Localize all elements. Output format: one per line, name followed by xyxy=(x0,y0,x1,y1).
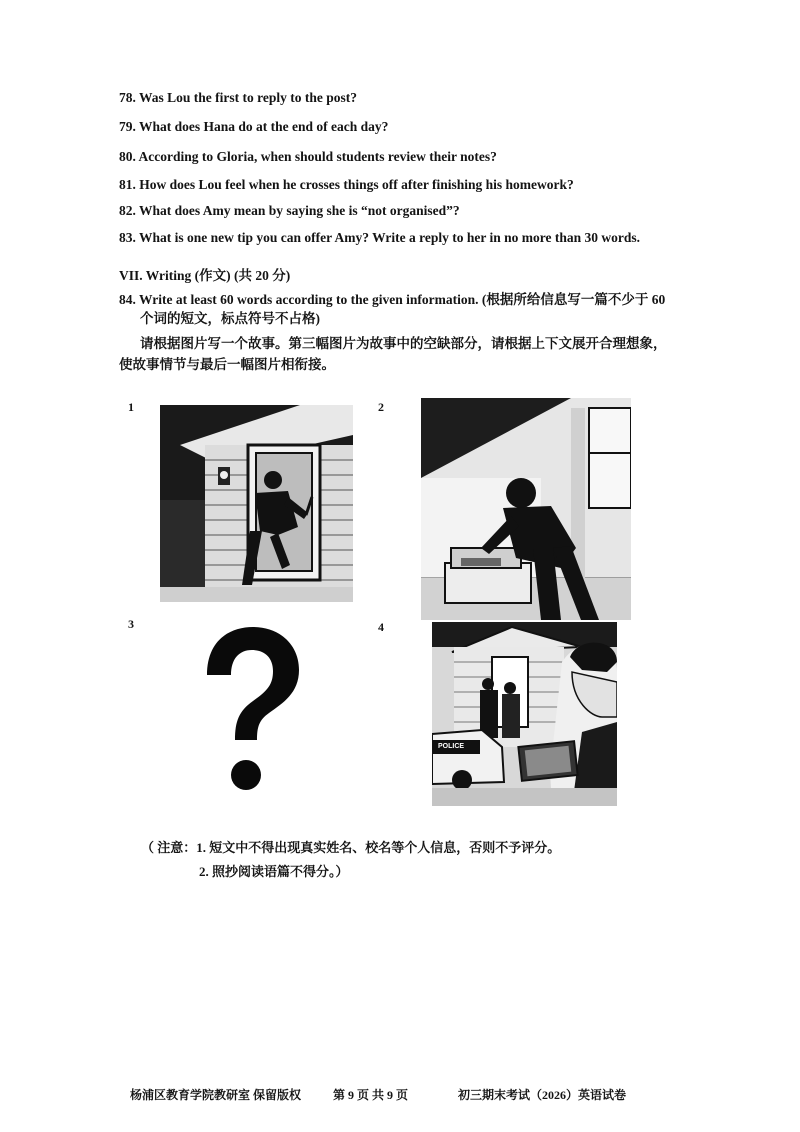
note-line-1: （ 注意：1. 短文中不得出现真实姓名、校名等个人信息，否则不予评分。 xyxy=(141,840,561,855)
footer-exam-title: 初三期末考试（2026）英语试卷 xyxy=(458,1088,627,1102)
note-line-2: 2. 照抄阅读语篇不得分。） xyxy=(199,864,349,879)
chinese-instruction-line2: 使故事情节与最后一幅图片相衔接。 xyxy=(119,357,335,372)
panel-number-2: 2 xyxy=(378,400,384,414)
picture-police-arrest xyxy=(432,622,617,806)
question-81: 81. How does Lou feel when he crosses things off after finishing his homework? xyxy=(119,177,574,192)
writing-section-title: VII. Writing (作文) (共 20 分) xyxy=(119,268,291,283)
police-car-sign: POLICE xyxy=(438,743,465,750)
chinese-instruction-line1: 请根据图片写一个故事。第三幅图片为故事中的空缺部分，请根据上下文展开合理想象， xyxy=(140,336,667,351)
question-79: 79. What does Hana do at the end of each day? xyxy=(119,119,389,134)
picture-burglar-entering-window xyxy=(160,405,353,602)
panel-number-4: 4 xyxy=(378,620,384,634)
question-78: 78. Was Lou the first to reply to the post? xyxy=(119,90,358,105)
task-instruction-line1: 84. Write at least 60 words according to the given information. (根据所给信息写一篇不少于 60 xyxy=(119,292,666,307)
footer-publisher: 杨浦区教育学院教研室 保留版权 xyxy=(130,1088,302,1102)
question-82: 82. What does Amy mean by saying she is “not organised”? xyxy=(119,203,460,218)
question-80: 80. According to Gloria, when should students review their notes? xyxy=(119,149,497,164)
question-83: 83. What is one new tip you can offer Amy? Write a reply to her in no more than 30 words. xyxy=(119,230,641,245)
panel-number-1: 1 xyxy=(128,400,134,414)
task-instruction-line2: 个词的短文，标点符号不占格) xyxy=(140,311,320,326)
picture-burglar-searching-drawer xyxy=(421,398,631,620)
picture-missing-story-question-mark xyxy=(195,625,305,795)
panel-number-3: 3 xyxy=(128,617,134,631)
footer-page-number: 第 9 页 共 9 页 xyxy=(333,1088,409,1102)
